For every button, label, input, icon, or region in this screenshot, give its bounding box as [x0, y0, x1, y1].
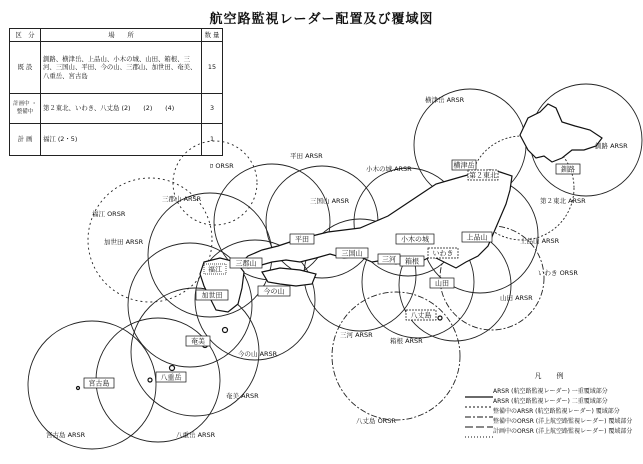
svg-text:上品山: 上品山 [466, 233, 488, 242]
site-iwaki [428, 248, 458, 258]
row-count: 3 [202, 94, 223, 124]
site-yokotsudake [452, 160, 476, 170]
label-iwaki: いわき ORSR [538, 269, 578, 277]
svg-text:横津岳: 横津岳 [453, 161, 475, 170]
site-kushiro [556, 164, 580, 174]
svg-text:箱根: 箱根 [405, 257, 419, 266]
label-yaedake: 八重岳 ARSR [176, 431, 216, 439]
svg-text:八丈島: 八丈島 [410, 311, 432, 320]
label-kaminoyama: 上品山 ARSR [520, 237, 560, 245]
label-fukue: 福江 ORSR [92, 210, 126, 218]
svg-text:平田: 平田 [295, 235, 309, 244]
island [148, 378, 152, 382]
svg-text:三国山: 三国山 [341, 249, 363, 258]
label-mikuniyama: 三国山 ARSR [310, 197, 350, 205]
site-ogishiro [396, 234, 434, 244]
row-location: 第２東北、いわき、八丈島 (2) (2) (4) [41, 94, 202, 124]
svg-text:山田: 山田 [435, 279, 449, 288]
site-imanoyama [258, 286, 290, 296]
svg-text:奄美: 奄美 [191, 337, 205, 346]
label-yokotsudake: 横津岳 ARSR [425, 96, 465, 104]
label-imanoyama: 今の山 ARSR [238, 350, 278, 358]
label-hakone: 箱根 ARSR [390, 337, 423, 345]
hokkaido-coast [520, 104, 602, 162]
site-kaminoyama [462, 232, 492, 242]
legend-item: 整備中のORSR (洋上航空路監視レーダー) 覆域部分 [493, 417, 633, 425]
label-ogishiro: 小木の城 ARSR [366, 165, 412, 173]
legend-item: ARSR (航空路監視レーダー) 一重覆域部分 [493, 387, 608, 395]
svg-text:宮古島: 宮古島 [88, 379, 110, 388]
coverage-mikuniyama [266, 166, 378, 278]
svg-text:福江: 福江 [208, 265, 222, 274]
site-hirata [290, 234, 314, 244]
row-category: 既 設 [10, 42, 41, 94]
label-orsr-north: ﾛ ORSR [210, 162, 234, 170]
label-miyakojima: 宮古島 ARSR [46, 431, 86, 439]
svg-text:加世田: 加世田 [201, 291, 223, 300]
label-kaseda: 加世田 ARSR [104, 238, 144, 246]
header-location: 場 所 [41, 29, 202, 42]
shikoku-coast [262, 268, 316, 286]
svg-text:第２東北: 第２東北 [469, 171, 497, 180]
site-mikuniyama [336, 248, 368, 258]
row-category: 計画中 ・ 整備中 [10, 94, 41, 124]
row-location: 福江 (2・5) [41, 124, 202, 156]
svg-text:三郡山: 三郡山 [235, 259, 257, 268]
site-mikawa [378, 254, 400, 264]
label-hachijojima: 八丈島 ORSR [356, 417, 396, 425]
site-kaseda [196, 290, 228, 300]
site-yamada [430, 278, 454, 288]
island [438, 316, 442, 320]
label-mikawa: 三河 ARSR [340, 331, 373, 339]
site-fukue [204, 264, 226, 274]
svg-text:今の山: 今の山 [263, 287, 285, 296]
site-miyakojima [84, 378, 114, 388]
site-amami [186, 336, 210, 346]
legend-item: 整備中のARSR (航空路監視レーダー) 覆域部分 [493, 407, 620, 415]
row-count: 1 [202, 124, 223, 156]
label-yamada: 山田 ARSR [500, 294, 533, 302]
coverage-hachijojima [332, 292, 460, 420]
map-title: 航空路監視レーダー配置及び覆域図 [209, 12, 434, 27]
legend [462, 371, 640, 435]
island [170, 366, 175, 371]
site-hachijojima [406, 310, 436, 320]
header-category: 区 分 [10, 29, 41, 42]
island [223, 328, 228, 333]
legend-heading: 凡 例 [534, 372, 568, 380]
svg-text:八重岳: 八重岳 [160, 373, 182, 382]
label-hirata: 平田 ARSR [290, 152, 323, 160]
row-category: 計 画 [10, 124, 41, 156]
label-kushiro: 釧路 ARSR [595, 142, 628, 150]
legend-item: 計画中のORSR (洋上航空路監視レーダー) 覆域部分 [493, 427, 633, 435]
site-sangunyama [230, 258, 262, 268]
island [77, 387, 80, 390]
site-hakone [400, 256, 424, 266]
label-sangunyama: 三郡山 ARSR [162, 195, 202, 203]
svg-text:釧路: 釧路 [561, 165, 575, 174]
legend-item: ARSR (航空路監視レーダー) 二重覆域部分 [493, 397, 608, 405]
svg-text:小木の城: 小木の城 [401, 235, 429, 244]
site-yaedake [156, 372, 186, 382]
row-count: 15 [202, 42, 223, 94]
row-location: 釧路、横津岳、上品山、小木の城、山田、箱根、三河、三国山、平田、今の山、三郡山、加世田、奄美、八重岳、宮古島 [41, 42, 202, 94]
label-amami: 奄美 ARSR [226, 392, 259, 400]
label-dai2tohoku: 第２東北 ARSR [540, 197, 586, 205]
svg-text:三河: 三河 [382, 255, 396, 264]
svg-text:いわき: いわき [432, 249, 454, 258]
site-dai2tohoku [468, 170, 498, 180]
header-count: 数 量 [202, 29, 223, 42]
